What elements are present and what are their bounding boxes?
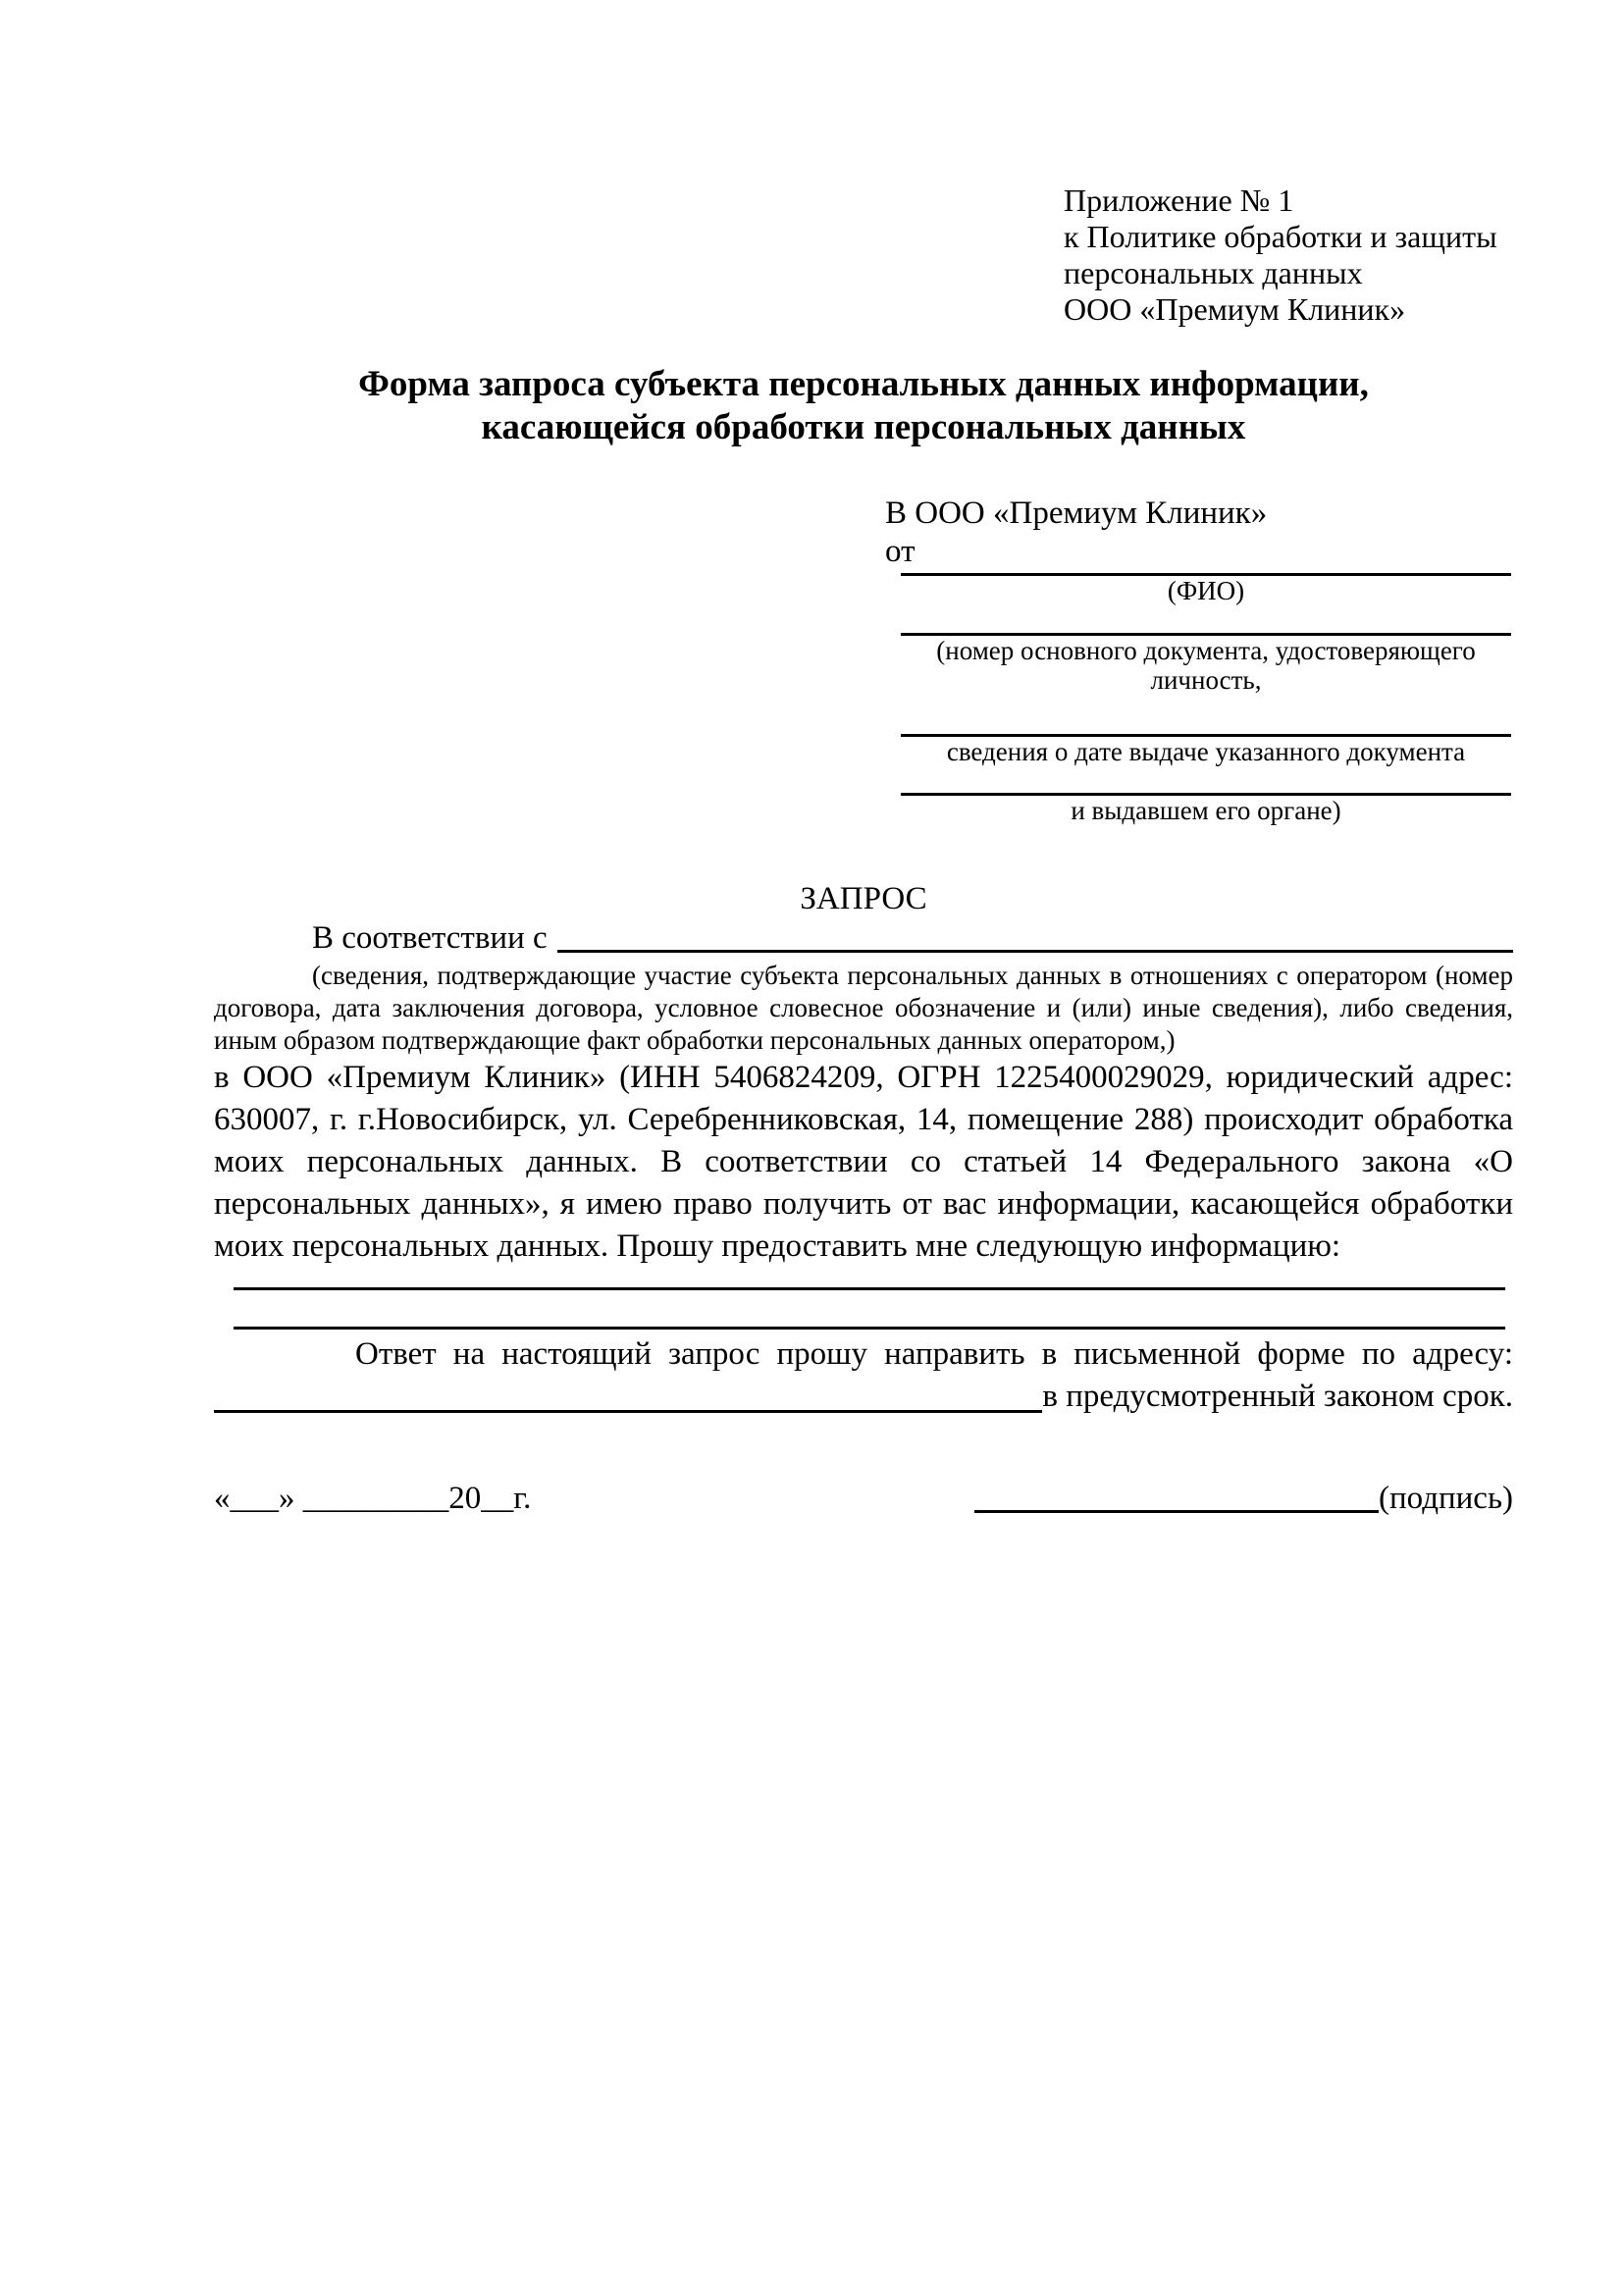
addressee-from-label: от — [885, 534, 916, 569]
document-title — [214, 363, 1513, 449]
reply-suffix: в предусмотренный законом срок. — [1042, 1379, 1513, 1414]
basis-footnote: (сведения, подтверждающие участие субъекта персональных данных в отношениях с оператором (номер договора, дата заключения договора, условное словесное обозначение и (или) иные сведения), либо сведения, иным образом подтверждающие факт обработки персональных данных оператором,) — [214, 961, 1513, 1055]
date-blank: «___» _________20__г. — [214, 1481, 532, 1516]
document-number-field — [901, 605, 1511, 695]
document-number-caption: (номер основного документа, удостоверяющего личность, — [936, 636, 1476, 695]
reply-request-line: Ответ на настоящий запрос прошу направить в письменной форме по адресу: — [355, 1336, 1513, 1372]
addressee-block — [885, 495, 1513, 571]
document-number-blank-line — [901, 605, 1511, 636]
signature-caption: (подпись) — [1379, 1481, 1513, 1516]
basis-line — [214, 918, 1513, 958]
information-blank-line — [234, 1268, 1505, 1290]
issue-date-caption: сведения о дате выдаче указанного документа — [946, 737, 1466, 766]
information-blank-line — [234, 1290, 1505, 1330]
appendix-reference-line: Приложение № 1 — [1064, 183, 1294, 218]
request-heading: ЗАПРОС — [800, 881, 927, 916]
issuing-authority-blank-line — [901, 766, 1511, 796]
fio-caption: (ФИО) — [1167, 576, 1245, 605]
document-title-line: касающейся обработки персональных данных — [481, 407, 1246, 447]
appendix-reference-block — [1064, 0, 1513, 328]
address-blank-line — [214, 1376, 1042, 1413]
body-paragraph: в ООО «Премиум Клиник» (ИНН 5406824209, ОГРН 1225400029029, юридический адрес: 630007, г. г.Новосибирск, ул. Серебренниковская, 14, помещение 288) происходит обработка моих персональных данных. В соответствии со статьей 14 Федерального закона «О персональных данных», я имею право получить от вас информации, касающейся обработки моих персональных данных. Прошу предоставить мне следующую информацию: — [214, 1060, 1513, 1264]
addressee-organization: В ООО «Премиум Клиник» — [885, 496, 1268, 531]
basis-blank-line — [557, 918, 1513, 953]
reply-address-line — [214, 1376, 1513, 1418]
appendix-reference-line: к Политике обработки и защиты — [1064, 219, 1497, 254]
fio-field — [901, 571, 1511, 605]
appendix-reference-line: ООО «Премиум Клиник» — [1064, 291, 1406, 327]
basis-prefix: В соответствии с — [312, 920, 548, 956]
issue-date-field — [901, 695, 1511, 766]
issuing-authority-caption: и выдавшем его органе) — [1071, 796, 1341, 825]
signature-blank-line — [974, 1480, 1379, 1513]
signature-group — [974, 1479, 1513, 1518]
issue-date-blank-line — [901, 695, 1511, 737]
issuing-authority-field — [901, 766, 1511, 825]
identity-fields-block — [901, 571, 1511, 825]
date-signature-row — [214, 1479, 1513, 1518]
appendix-reference-line: персональных данных — [1064, 255, 1363, 290]
document-title-line: Форма запроса субъекта персональных данных информации, — [358, 364, 1369, 404]
